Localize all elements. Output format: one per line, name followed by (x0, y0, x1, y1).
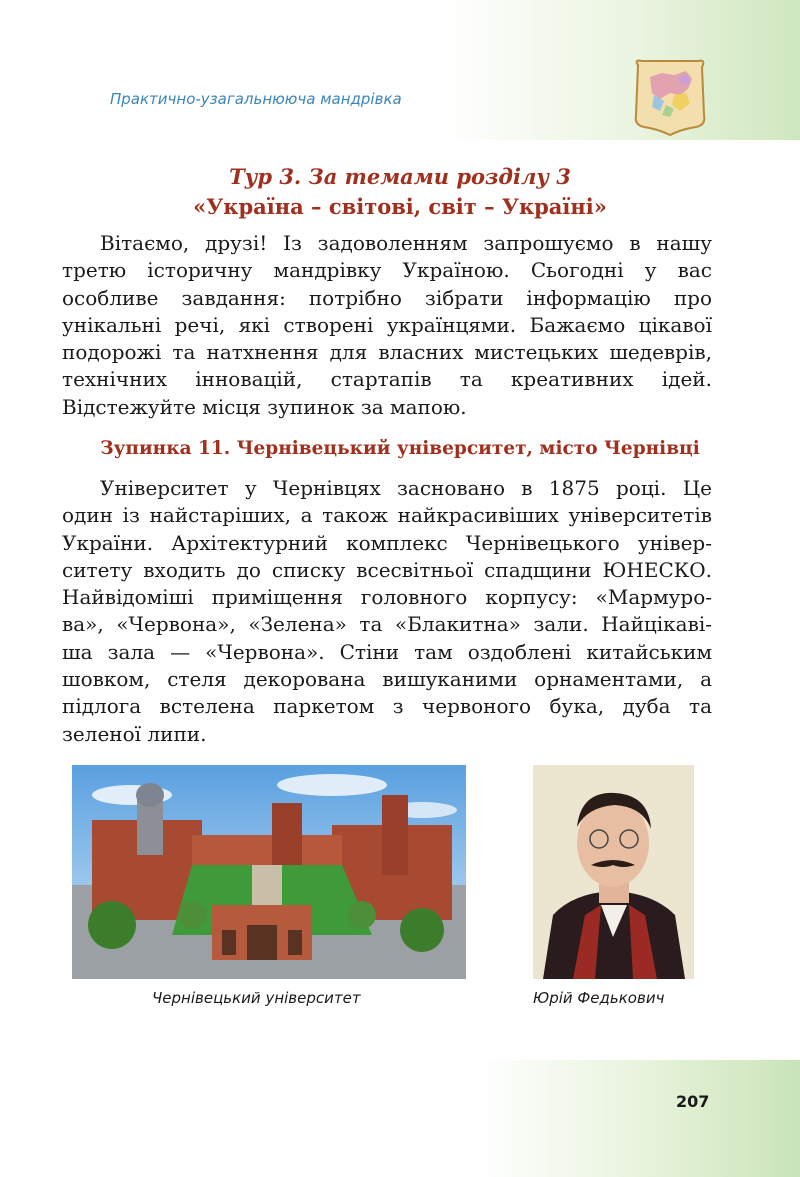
intro-line: третю історичну мандрівку Україною. Сьогодні у вас (62, 258, 712, 283)
body-line: зеленої липи. (62, 721, 207, 746)
footer-band (0, 1060, 800, 1177)
university-caption: Чернівецький університет (152, 989, 361, 1007)
university-photo (72, 765, 466, 979)
intro-line: особливе завдання: потрібно зібрати інформацію про (62, 285, 712, 310)
intro-line: Вітаємо, друзі! Із задоволенням запрошуємо в нашу (100, 231, 712, 255)
body-line: ша зала — «Червона». Стіни там оздоблені китайським (62, 639, 712, 664)
section-label: Практично-узагальнююча мандрівка (110, 90, 402, 108)
intro-line: технічних інновацій, стартапів та креативних ідей. (62, 367, 712, 392)
europe-map-emblem-icon (630, 55, 710, 137)
body-line: Університет у Чернівцях засновано в 1875 році. Це (100, 476, 712, 500)
body-line: шовком, стеля декорована вишуканими орнаментами, а (62, 667, 712, 692)
intro-line: подорожі та натхнення для власних мистецьких шедеврів, (62, 340, 712, 365)
stop-title: Зупинка 11. Чернівецький університет, місто Чернівці (100, 438, 700, 459)
page-number: 207 (676, 1092, 710, 1111)
body-line: Найвідоміші приміщення головного корпусу: «Мармуро- (62, 585, 712, 610)
fedkovych-portrait (533, 765, 694, 979)
body-line: ва», «Червона», «Зелена» та «Блакитна» зали. Найцікаві- (62, 612, 712, 637)
intro-line: унікальні речі, які створені українцями. Бажаємо цікавої (62, 312, 712, 337)
tour-subtitle: «Україна – світові, світ – Україні» (193, 194, 607, 219)
portrait-caption: Юрій Федькович (533, 989, 665, 1007)
body-line: ситету входить до списку всесвітньої спадщини ЮНЕСКО. (62, 557, 712, 582)
tour-title: Тур 3. За темами розділу 3 (229, 164, 571, 189)
body-line: України. Архітектурний комплекс Чернівецького універ- (62, 530, 712, 555)
body-line: підлога встелена паркетом з червоного бука, дуба та (62, 694, 712, 719)
university-paragraph (62, 475, 712, 748)
intro-paragraph (62, 230, 712, 421)
intro-line: Відстежуйте місця зупинок за мапою. (62, 394, 467, 419)
body-line: один із найстаріших, а також найкрасивіших університетів (62, 503, 712, 528)
